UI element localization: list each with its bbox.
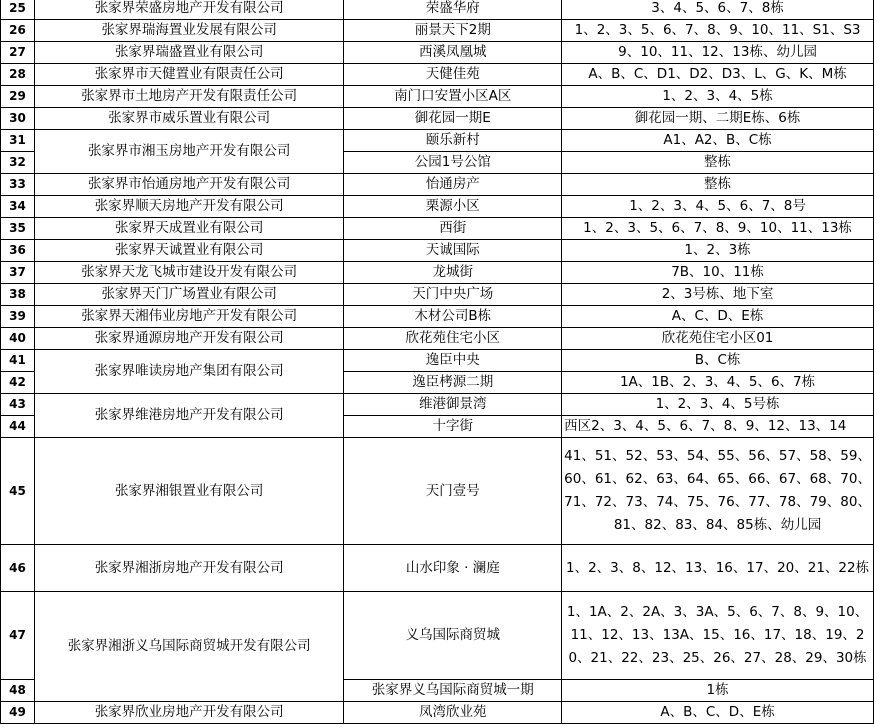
row-number: 27 <box>1 42 35 64</box>
table-row <box>1 64 874 86</box>
row-number: 31 <box>1 130 35 152</box>
project-cell: 西街 <box>344 218 562 240</box>
table-row <box>1 42 874 64</box>
buildings-cell: A、B、C、D1、D2、D3、L、G、K、M栋 <box>562 64 874 86</box>
company-cell: 张家界顺天房地产开发有限公司 <box>34 196 344 218</box>
row-number: 43 <box>1 394 35 416</box>
row-number: 34 <box>1 196 35 218</box>
project-cell: 山水印象 · 澜庭 <box>344 545 562 592</box>
row-number: 44 <box>1 416 35 438</box>
project-cell: 维港御景湾 <box>344 394 562 416</box>
project-cell: 丽景天下2期 <box>344 20 562 42</box>
buildings-cell: 1、2、3、4、5号栋 <box>562 394 874 416</box>
company-cell: 张家界欣业房地产开发有限公司 <box>34 702 344 724</box>
row-number: 42 <box>1 372 35 394</box>
row-number: 46 <box>1 545 35 592</box>
company-cell: 张家界市怡通房地产开发有限公司 <box>34 174 344 196</box>
project-cell: 南门口安置小区A区 <box>344 86 562 108</box>
project-cell: 木材公司B栋 <box>344 306 562 328</box>
project-cell: 天门中央广场 <box>344 284 562 306</box>
company-cell: 张家界湘浙房地产开发有限公司 <box>34 545 344 592</box>
row-number: 39 <box>1 306 35 328</box>
table-row <box>1 328 874 350</box>
row-number: 35 <box>1 218 35 240</box>
row-number: 40 <box>1 328 35 350</box>
company-cell: 张家界湘银置业有限公司 <box>34 438 344 545</box>
company-cell: 张家界通源房地产开发有限公司 <box>34 328 344 350</box>
buildings-cell: 1A、1B、2、3、4、5、6、7栋 <box>562 372 874 394</box>
company-cell: 张家界瑞盛置业有限公司 <box>34 42 344 64</box>
project-cell: 天门壹号 <box>344 438 562 545</box>
buildings-cell: 欣花苑住宅小区01 <box>562 328 874 350</box>
table-row <box>1 86 874 108</box>
row-number: 29 <box>1 86 35 108</box>
table-row <box>1 240 874 262</box>
project-cell: 义乌国际商贸城 <box>344 592 562 680</box>
buildings-cell: 1、2、3、5、6、7、8、9、10、11、13栋 <box>562 218 874 240</box>
table-row <box>1 174 874 196</box>
company-cell: 张家界天门广场置业有限公司 <box>34 284 344 306</box>
company-cell: 张家界市天健置业有限责任公司 <box>34 64 344 86</box>
company-cell: 张家界天成置业有限公司 <box>34 218 344 240</box>
buildings-cell: 1、2、3、4、5、6、7、8号 <box>562 196 874 218</box>
project-cell: 天诚国际 <box>344 240 562 262</box>
buildings-cell: 1栋 <box>562 680 874 702</box>
row-number: 47 <box>1 592 35 680</box>
project-cell: 荣盛华府 <box>344 0 562 20</box>
row-number: 38 <box>1 284 35 306</box>
table-row <box>1 262 874 284</box>
buildings-cell: 御花园一期、二期E栋、6栋 <box>562 108 874 130</box>
row-number: 36 <box>1 240 35 262</box>
project-cell: 凤湾欣业苑 <box>344 702 562 724</box>
table-row <box>1 284 874 306</box>
buildings-cell: 整栋 <box>562 152 874 174</box>
buildings-cell: 1、2、3栋 <box>562 240 874 262</box>
company-cell: 张家界市土地房产开发有限责任公司 <box>34 86 344 108</box>
company-cell: 张家界维港房地产开发有限公司 <box>34 394 344 438</box>
company-cell: 张家界天诚置业有限公司 <box>34 240 344 262</box>
row-number: 37 <box>1 262 35 284</box>
project-cell: 栗源小区 <box>344 196 562 218</box>
table-row <box>1 545 874 592</box>
project-cell: 公园1号公馆 <box>344 152 562 174</box>
row-number: 28 <box>1 64 35 86</box>
table-row <box>1 218 874 240</box>
company-cell: 张家界天湘伟业房地产开发有限公司 <box>34 306 344 328</box>
company-cell: 张家界湘浙义乌国际商贸城开发有限公司 <box>34 592 344 702</box>
project-cell: 怡通房产 <box>344 174 562 196</box>
table-row <box>1 438 874 545</box>
buildings-cell: A、C、D、E栋 <box>562 306 874 328</box>
company-cell: 张家界天龙飞城市建设开发有限公司 <box>34 262 344 284</box>
project-cell: 逸臣中央 <box>344 350 562 372</box>
project-cell: 御花园一期E <box>344 108 562 130</box>
company-cell: 张家界瑞海置业发展有限公司 <box>34 20 344 42</box>
table-row <box>1 306 874 328</box>
buildings-cell: 1、1A、2、2A、3、3A、5、6、7、8、9、10、11、12、13、13A、15、16、17、18、19、20、21、22、23、25、26、27、28、29、30栋 <box>562 592 874 680</box>
row-number: 48 <box>1 680 35 702</box>
row-number: 33 <box>1 174 35 196</box>
company-cell: 张家界唯读房地产集团有限公司 <box>34 350 344 394</box>
buildings-cell: 整栋 <box>562 174 874 196</box>
buildings-cell: 1、2、3、5、6、7、8、9、10、11、S1、S3 <box>562 20 874 42</box>
table-row <box>1 196 874 218</box>
row-number: 30 <box>1 108 35 130</box>
project-cell: 西溪凤凰城 <box>344 42 562 64</box>
project-cell: 欣花苑住宅小区 <box>344 328 562 350</box>
table-row <box>1 130 874 152</box>
buildings-cell: 1、2、3、8、12、13、16、17、20、21、22栋 <box>562 545 874 592</box>
buildings-cell: 9、10、11、12、13栋、幼儿园 <box>562 42 874 64</box>
table-row <box>1 0 874 20</box>
buildings-cell: 2、3号栋、地下室 <box>562 284 874 306</box>
row-number: 49 <box>1 702 35 724</box>
row-number: 41 <box>1 350 35 372</box>
project-cell: 龙城街 <box>344 262 562 284</box>
project-cell: 天健佳苑 <box>344 64 562 86</box>
table-row <box>1 394 874 416</box>
project-cell: 颐乐新村 <box>344 130 562 152</box>
company-cell: 张家界市威乐置业有限公司 <box>34 108 344 130</box>
buildings-cell: B、C栋 <box>562 350 874 372</box>
buildings-cell: 41、51、52、53、54、55、56、57、58、59、60、61、62、63、64、65、66、67、68、70、71、72、73、74、75、76、77、78、79、80、81、82、83、84、85栋、幼儿园 <box>562 438 874 545</box>
buildings-cell: A1、A2、B、C栋 <box>562 130 874 152</box>
buildings-cell: 7B、10、11栋 <box>562 262 874 284</box>
row-number: 25 <box>1 0 35 20</box>
table-row <box>1 592 874 680</box>
project-cell: 逸臣栲源二期 <box>344 372 562 394</box>
buildings-cell: 1、2、3、4、5栋 <box>562 86 874 108</box>
buildings-cell: 西区2、3、4、5、6、7、8、9、12、13、14 <box>562 416 874 438</box>
row-number: 45 <box>1 438 35 545</box>
table-row <box>1 350 874 372</box>
buildings-cell: 3、4、5、6、7、8栋 <box>562 0 874 20</box>
row-number: 32 <box>1 152 35 174</box>
company-cell: 张家界市湘玉房地产开发有限公司 <box>34 130 344 174</box>
table-row <box>1 20 874 42</box>
table-row <box>1 108 874 130</box>
buildings-cell: A、B、C、D、E栋 <box>562 702 874 724</box>
table-row <box>1 702 874 724</box>
project-cell: 张家界义乌国际商贸城一期 <box>344 680 562 702</box>
row-number: 26 <box>1 20 35 42</box>
company-cell: 张家界荣盛房地产开发有限公司 <box>34 0 344 20</box>
project-cell: 十字街 <box>344 416 562 438</box>
